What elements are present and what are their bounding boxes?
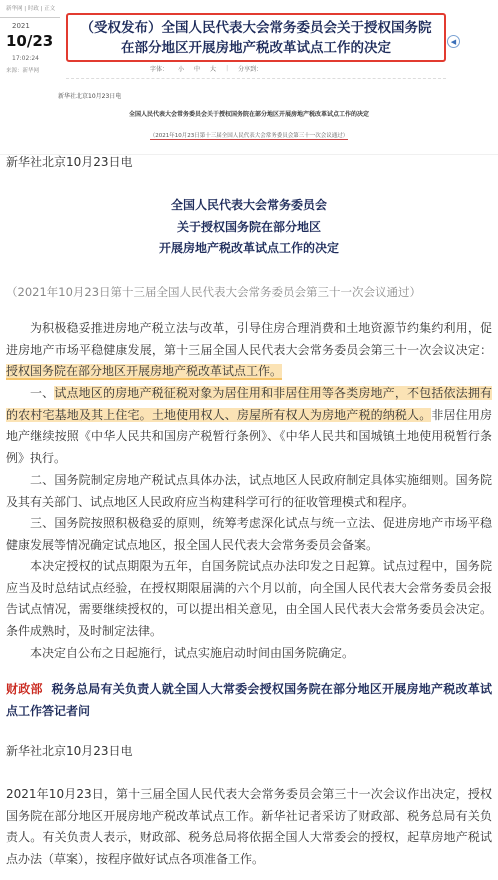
article-meta-column bbox=[6, 4, 64, 12]
embedded-screenshot bbox=[0, 0, 498, 158]
headline: （受权发布）全国人民代表大会常务委员会关于授权国务院在部分地区开展房地产税改革试点工作的决定 bbox=[80, 19, 432, 56]
paragraph-article-2: 二、国务院制定房地产税试点具体办法，试点地区人民政府制定具体实施细则。国务院及其有关部门、试点地区人民政府应当构建科学可行的征收管理模式和程序。 bbox=[6, 473, 492, 509]
source-label: 来源：新华网 bbox=[6, 68, 40, 74]
paragraph-term: 本决定授权的试点期限为五年，自国务院试点办法印发之日起算。试点过程中，国务院应当及时总结试点经验，在授权期限届满的六个月以前，向全国人民代表大会常务委员会报告试点情况，需要继续授权的，可以提出相关意见，由全国人民代表大会常务委员会决定。条件成熟时，及时制定法律。 bbox=[6, 559, 492, 638]
paragraph-effective: 本决定自公布之日起施行，试点实施启动时间由国务院确定。 bbox=[30, 646, 355, 660]
font-label: 字体： bbox=[150, 66, 169, 73]
inner-title: 全国人民代表大会常务委员会关于授权国务院在部分地区开展房地产税改革试点工作的决定 bbox=[128, 111, 369, 118]
paragraph-interview: 2021年10月23日，第十三届全国人民代表大会常务委员会第三十一次会议作出决定，授权国务院在部分地区开展房地产税改革试点工作。新华社记者采访了财政部、税务总局有关负责人。有关负责人表示，财政部、税务总局将依据全国人大常委会的授权，起草房地产税试点办法（草案），按程序做好试点各项准备工作。 bbox=[6, 787, 492, 866]
paragraph-article-3: 三、国务院按照积极稳妥的原则，统筹考虑深化试点与统一立法、促进房地产市场平稳健康发展等情况确定试点地区，报全国人民代表大会常务委员会备案。 bbox=[6, 516, 492, 552]
share-label: 分享到： bbox=[238, 66, 263, 73]
publish-date: 10/23 bbox=[6, 32, 54, 50]
audio-play-icon[interactable]: ◀ bbox=[447, 35, 460, 48]
publish-time: 17:02:24 bbox=[12, 55, 39, 62]
breadcrumb[interactable]: 新华网 | 时政 | 正文 bbox=[6, 6, 56, 12]
paragraph-article-1: 一、试点地区的房地产税征税对象为居住用和非居住用等各类房地产，不包括依法拥有的农村宅基地及其上住宅。土地使用权人、房屋所有权人为房地产税的纳税人。非居住用房地产继续按照《中华人民共和国房产税暂行条例》、《中华人民共和国城镇土地使用税暂行条例》执行。 bbox=[6, 386, 492, 465]
publish-year: 2021 bbox=[12, 22, 30, 30]
paragraph-preamble: 为积极稳妥推进房地产税立法与改革，引导住房合理消费和土地资源节约集约利用，促进房地产市场平稳健康发展，第十三届全国人民代表大会常务委员会第三十一次会议决定：授权国务院在部分地区开展房地产税改革试点工作。 bbox=[6, 321, 492, 378]
divider: | bbox=[226, 65, 229, 72]
font-medium-button[interactable]: 中 bbox=[194, 66, 201, 73]
dateline: 新华社北京10月23日电 bbox=[6, 155, 133, 169]
font-small-button[interactable]: 小 bbox=[178, 66, 185, 73]
inner-dateline: 新华社北京10月23日电 bbox=[58, 93, 122, 100]
divider bbox=[66, 78, 446, 79]
headline-box bbox=[66, 13, 446, 62]
divider bbox=[0, 17, 60, 18]
dateline-2: 新华社北京10月23日电 bbox=[6, 744, 133, 758]
decision-meta: （2021年10月23日第十三届全国人民代表大会常务委员会第三十一次会议通过） bbox=[6, 285, 422, 299]
font-large-button[interactable]: 大 bbox=[210, 66, 217, 73]
font-size-bar bbox=[150, 63, 450, 74]
decision-title: 全国人民代表大会常务委员会 关于授权国务院在部分地区 开展房地产税改革试点工作的决定 bbox=[158, 198, 339, 255]
section-heading: 财政部 税务总局有关负责人就全国人大常委会授权国务院在部分地区开展房地产税改革试点工作答记者问 bbox=[6, 682, 492, 718]
inner-meta: （2021年10月23日第十三届全国人民代表大会常务委员会第三十一次会议通过） bbox=[149, 133, 349, 139]
